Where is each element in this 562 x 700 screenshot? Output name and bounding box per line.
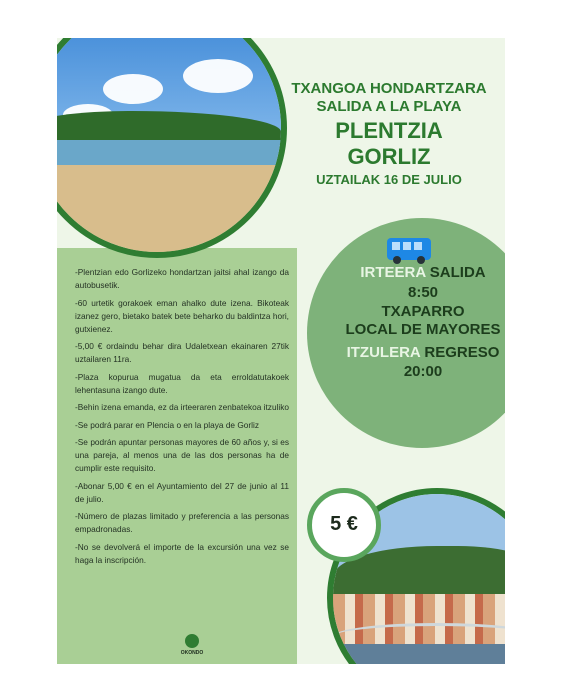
destination-plentzia: PLENTZIA bbox=[335, 118, 443, 143]
return-time: 20:00 bbox=[403, 363, 443, 380]
condition-item: -Se podrá parar en Plencia o en la playa de Gorliz bbox=[75, 419, 260, 430]
return-label-spanish: REGRESO bbox=[424, 344, 500, 361]
price-badge bbox=[307, 488, 381, 562]
meeting-place: TXAPARRO bbox=[381, 303, 465, 320]
okondo-logo bbox=[177, 634, 207, 660]
condition-item: -60 urtetik gorakoek eman ahalko dute izena. Bikoteak izanez gero, bietako batek bete beharko du baldintza hori, gutxienez. bbox=[75, 297, 289, 334]
beach-photo bbox=[57, 38, 287, 258]
condition-item: -No se devolverá el importe de la excursión una vez se haga la inscripción. bbox=[75, 541, 289, 565]
return-label-basque: ITZULERA bbox=[346, 344, 421, 361]
meeting-place-detail: LOCAL DE MAYORES bbox=[345, 321, 501, 338]
condition-item: -Se podrán apuntar personas mayores de 60 años y, si es una pareja, al menos una de las dos personas ha de cumplir este requisito. bbox=[75, 437, 289, 473]
title-basque: TXANGOA HONDARTZARA bbox=[291, 80, 487, 97]
condition-item: -Behin izena emanda, ez da irteeraren zenbatekoa itzuliko bbox=[75, 402, 290, 412]
logo-icon bbox=[185, 634, 199, 648]
departure-label-spanish: SALIDA bbox=[429, 264, 486, 281]
departure-label bbox=[313, 264, 505, 281]
condition-item: -Abonar 5,00 € en el Ayuntamiento del 27 de junio al 11 de julio. bbox=[75, 480, 289, 504]
return-label bbox=[313, 344, 505, 361]
poster bbox=[57, 38, 505, 664]
trip-date: UZTAILAK 16 DE JULIO bbox=[316, 172, 462, 187]
bus-icon bbox=[387, 238, 431, 260]
departure-time: 8:50 bbox=[407, 284, 439, 301]
condition-item: -Plentzian edo Gorlizeko hondartzan jaitsi ahal izango da autobusetik. bbox=[75, 267, 289, 290]
condition-item: -5,00 € ordaindu behar dira Udaletxean ekainaren 27tik uztailaren 11ra. bbox=[75, 341, 289, 364]
condition-item: -Número de plazas limitado y preferencia a las personas empadronadas. bbox=[75, 511, 289, 534]
price-text: 5 € bbox=[330, 513, 358, 535]
destination-gorliz: GORLIZ bbox=[347, 144, 431, 169]
condition-item: -Plaza kopurua mugatua da eta erroldatutakoek lehentasuna izango dute. bbox=[75, 371, 289, 395]
logo-text: OKONDO bbox=[180, 650, 204, 656]
departure-label-basque: IRTEERA bbox=[360, 264, 426, 281]
title-spanish: SALIDA A LA PLAYA bbox=[316, 98, 462, 115]
conditions-list bbox=[75, 266, 289, 571]
